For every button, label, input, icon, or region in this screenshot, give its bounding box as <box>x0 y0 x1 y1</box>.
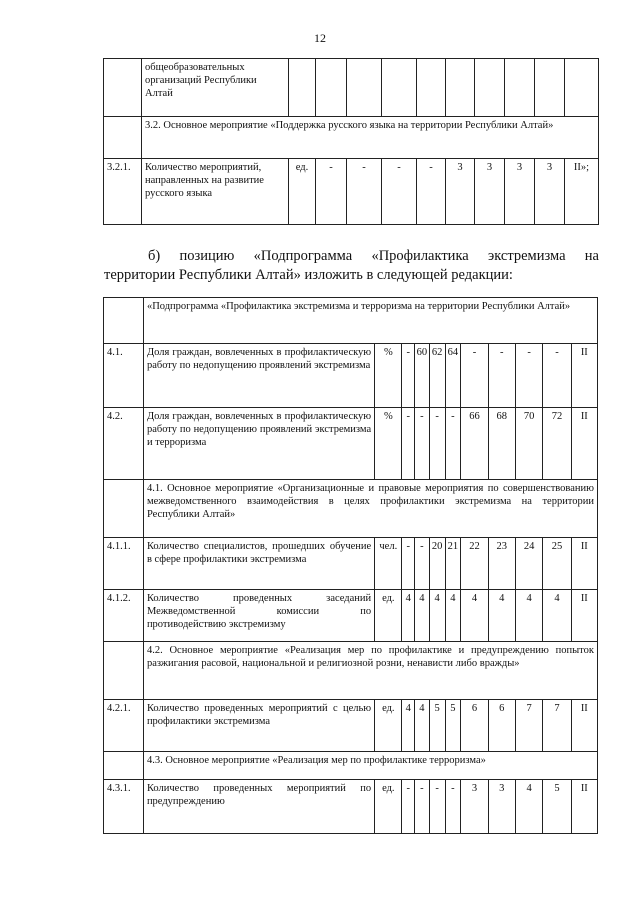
value-cell: - <box>543 344 571 408</box>
table-row <box>104 538 598 590</box>
value-cell: - <box>515 344 542 408</box>
table-row <box>104 700 598 752</box>
paragraph-line: б) позицию «Подпрограмма «Профилактика экстремизма на <box>148 248 599 264</box>
subprogram-table <box>103 297 598 834</box>
value-cell: 20 <box>429 538 445 590</box>
value-cell: - <box>429 780 445 834</box>
value-cell: 70 <box>515 408 542 480</box>
value-cell: - <box>429 408 445 480</box>
value-cell: 4 <box>445 590 461 642</box>
event-heading: 4.1. Основное мероприятие «Организационные и правовые мероприятия по совершенствованию межведомственного взаимодействия в целях профилактики экстремизма на территории Республики Алтай» <box>143 480 597 538</box>
responsible-cell: II»; <box>565 159 599 225</box>
value-cell: 62 <box>429 344 445 408</box>
row-number: 4.3.1. <box>104 780 144 834</box>
value-cell: - <box>488 344 515 408</box>
indicator-description: Количество проведенных заседаний Межведомственной комиссии по противодействию экстремизму <box>143 590 374 642</box>
row-number: 4.2. <box>104 408 144 480</box>
value-cell: 3 <box>535 159 565 225</box>
value-cell: 60 <box>415 344 430 408</box>
value-cell: 4 <box>402 700 415 752</box>
indicator-description: Доля граждан, вовлеченных в профилактическую работу по недопущению проявлений экстремизма и терроризма <box>143 408 374 480</box>
value-cell: - <box>445 780 461 834</box>
page-number: 12 <box>314 31 326 45</box>
value-cell: 25 <box>543 538 571 590</box>
table-row <box>104 298 598 344</box>
unit-cell: ед. <box>375 700 402 752</box>
responsible-cell: II <box>571 408 597 480</box>
responsible-cell: II <box>571 538 597 590</box>
table-row <box>104 752 598 780</box>
indicator-description: Доля граждан, вовлеченных в профилактическую работу по недопущению проявлений экстремизма <box>143 344 374 408</box>
responsible-cell: II <box>571 780 597 834</box>
value-cell: 3 <box>461 780 488 834</box>
row-number: 4.1.2. <box>104 590 144 642</box>
value-cell: - <box>402 780 415 834</box>
event-heading: 4.3. Основное мероприятие «Реализация мер по профилактике терроризма» <box>143 752 597 780</box>
table-row <box>104 59 599 117</box>
value-cell: - <box>402 344 415 408</box>
value-cell: 3 <box>488 780 515 834</box>
value-cell: - <box>415 408 430 480</box>
indicator-description: общеобразовательных организаций Республики Алтай <box>142 59 289 117</box>
table-row <box>104 159 599 225</box>
value-cell: - <box>417 159 446 225</box>
value-cell: 68 <box>488 408 515 480</box>
value-cell: 3 <box>446 159 475 225</box>
table-row <box>104 344 598 408</box>
unit-cell: чел. <box>375 538 402 590</box>
value-cell: 4 <box>488 590 515 642</box>
value-cell: 4 <box>515 780 542 834</box>
subprogram-heading: «Подпрограмма «Профилактика экстремизма и терроризма на территории Республики Алтай» <box>143 298 597 344</box>
value-cell: 4 <box>402 590 415 642</box>
value-cell: - <box>382 159 417 225</box>
value-cell: 6 <box>461 700 488 752</box>
value-cell: 5 <box>429 700 445 752</box>
value-cell: - <box>316 159 347 225</box>
value-cell: 64 <box>445 344 461 408</box>
table-row <box>104 642 598 700</box>
indicator-description: Количество специалистов, прошедших обучение в сфере профилактики экстремизма <box>143 538 374 590</box>
event-heading: 3.2. Основное мероприятие «Поддержка русского языка на территории Республики Алтай» <box>142 117 599 159</box>
value-cell: 6 <box>488 700 515 752</box>
responsible-cell: II <box>571 344 597 408</box>
value-cell: 4 <box>415 590 430 642</box>
value-cell: 7 <box>515 700 542 752</box>
value-cell: 5 <box>543 780 571 834</box>
value-cell: - <box>445 408 461 480</box>
value-cell: 4 <box>543 590 571 642</box>
responsible-cell: II <box>571 700 597 752</box>
table-row <box>104 117 599 159</box>
value-cell: 5 <box>445 700 461 752</box>
value-cell: - <box>415 780 430 834</box>
table-row <box>104 590 598 642</box>
indicator-description: Количество мероприятий, направленных на развитие русского языка <box>142 159 289 225</box>
row-number: 4.1. <box>104 344 144 408</box>
value-cell: 4 <box>429 590 445 642</box>
responsible-cell: II <box>571 590 597 642</box>
table-row <box>104 408 598 480</box>
value-cell: 23 <box>488 538 515 590</box>
value-cell: 24 <box>515 538 542 590</box>
value-cell: 4 <box>515 590 542 642</box>
value-cell: 3 <box>475 159 505 225</box>
row-number: 4.2.1. <box>104 700 144 752</box>
value-cell: 22 <box>461 538 488 590</box>
unit-cell: % <box>375 408 402 480</box>
value-cell: 3 <box>505 159 535 225</box>
value-cell: - <box>347 159 382 225</box>
unit-cell: % <box>375 344 402 408</box>
row-number: 3.2.1. <box>104 159 142 225</box>
program-table-continuation <box>103 58 599 225</box>
unit-cell: ед. <box>289 159 316 225</box>
value-cell: 4 <box>415 700 430 752</box>
paragraph-line: территории Республики Алтай» изложить в следующей редакции: <box>104 267 513 283</box>
indicator-description: Количество проведенных мероприятий с целью профилактики экстремизма <box>143 700 374 752</box>
value-cell: 21 <box>445 538 461 590</box>
value-cell: 4 <box>461 590 488 642</box>
value-cell: - <box>402 538 415 590</box>
row-number: 4.1.1. <box>104 538 144 590</box>
value-cell: - <box>415 538 430 590</box>
value-cell: - <box>402 408 415 480</box>
amendment-paragraph <box>104 247 599 285</box>
table-row <box>104 780 598 834</box>
value-cell: 7 <box>543 700 571 752</box>
value-cell: 66 <box>461 408 488 480</box>
unit-cell: ед. <box>375 780 402 834</box>
value-cell: - <box>461 344 488 408</box>
value-cell: 72 <box>543 408 571 480</box>
event-heading: 4.2. Основное мероприятие «Реализация мер по профилактике и предупреждению попыток разжигания расовой, национальной и религиозной розни, ненависти либо вражды» <box>143 642 597 700</box>
unit-cell: ед. <box>375 590 402 642</box>
indicator-description: Количество проведенных мероприятий по предупреждению <box>143 780 374 834</box>
table-row <box>104 480 598 538</box>
